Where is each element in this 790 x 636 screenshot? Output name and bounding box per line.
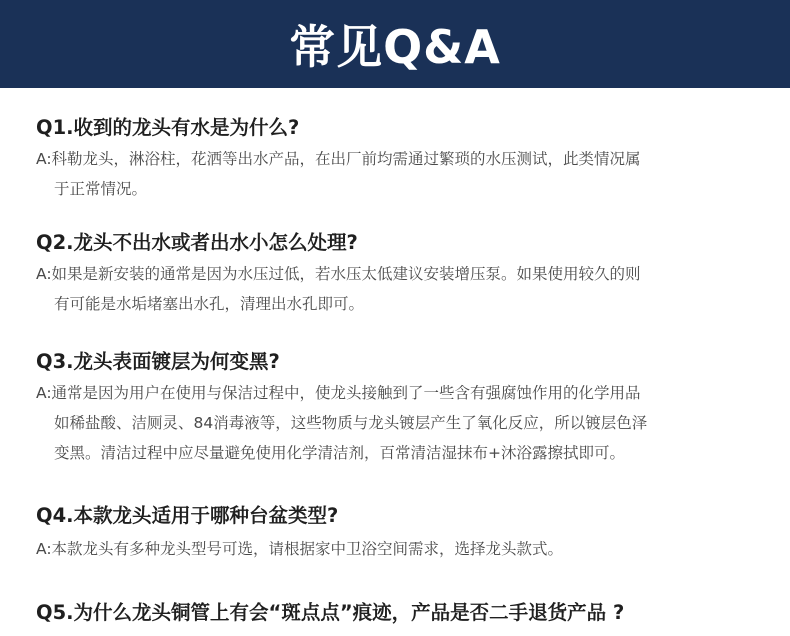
faq-answer-4 bbox=[36, 534, 748, 564]
faq-answer-line: A:科勒龙头，淋浴柱，花洒等出水产品，在出厂前均需通过繁琐的水压测试，此类情况属 bbox=[36, 150, 641, 168]
faq-answer-3 bbox=[36, 378, 748, 468]
faq-answer-2 bbox=[36, 259, 748, 319]
header-banner bbox=[0, 0, 790, 88]
faq-answer-line: A:通常是因为用户在使用与保洁过程中，使龙头接触到了一些含有强腐蚀作用的化学用品 bbox=[36, 384, 641, 402]
faq-question-3: Q3.龙头表面镀层为何变黑? bbox=[36, 350, 280, 373]
faq-answer-line: 如稀盐酸、洁厕灵、84消毒液等，这些物质与龙头镀层产生了氧化反应，所以镀层色泽 bbox=[54, 414, 648, 432]
faq-section bbox=[0, 88, 790, 636]
faq-answer-line: 变黑。清洁过程中应尽量避免使用化学清洁剂，百常清洁湿抹布+沐浴露擦拭即可。 bbox=[54, 444, 625, 462]
faq-answer-line: A:本款龙头有多种龙头型号可选，请根据家中卫浴空间需求，选择龙头款式。 bbox=[36, 540, 564, 558]
faq-answer-line: 有可能是水垢堵塞出水孔，清理出水孔即可。 bbox=[54, 295, 365, 313]
faq-answer-line: A:如果是新安装的通常是因为水压过低，若水压太低建议安装增压泵。如果使用较久的则 bbox=[36, 265, 641, 283]
faq-question-1: Q1.收到的龙头有水是为什么? bbox=[36, 116, 300, 139]
faq-question-4: Q4.本款龙头适用于哪种台盆类型? bbox=[36, 504, 339, 527]
faq-answer-1 bbox=[36, 144, 748, 204]
page-title: 常见Q&A bbox=[289, 20, 501, 74]
faq-question-5: Q5.为什么龙头铜管上有会“斑点点”痕迹，产品是否二手退货产品 ? bbox=[36, 601, 625, 624]
faq-question-2: Q2.龙头不出水或者出水小怎么处理? bbox=[36, 231, 358, 254]
faq-answer-line: 于正常情况。 bbox=[54, 180, 148, 198]
